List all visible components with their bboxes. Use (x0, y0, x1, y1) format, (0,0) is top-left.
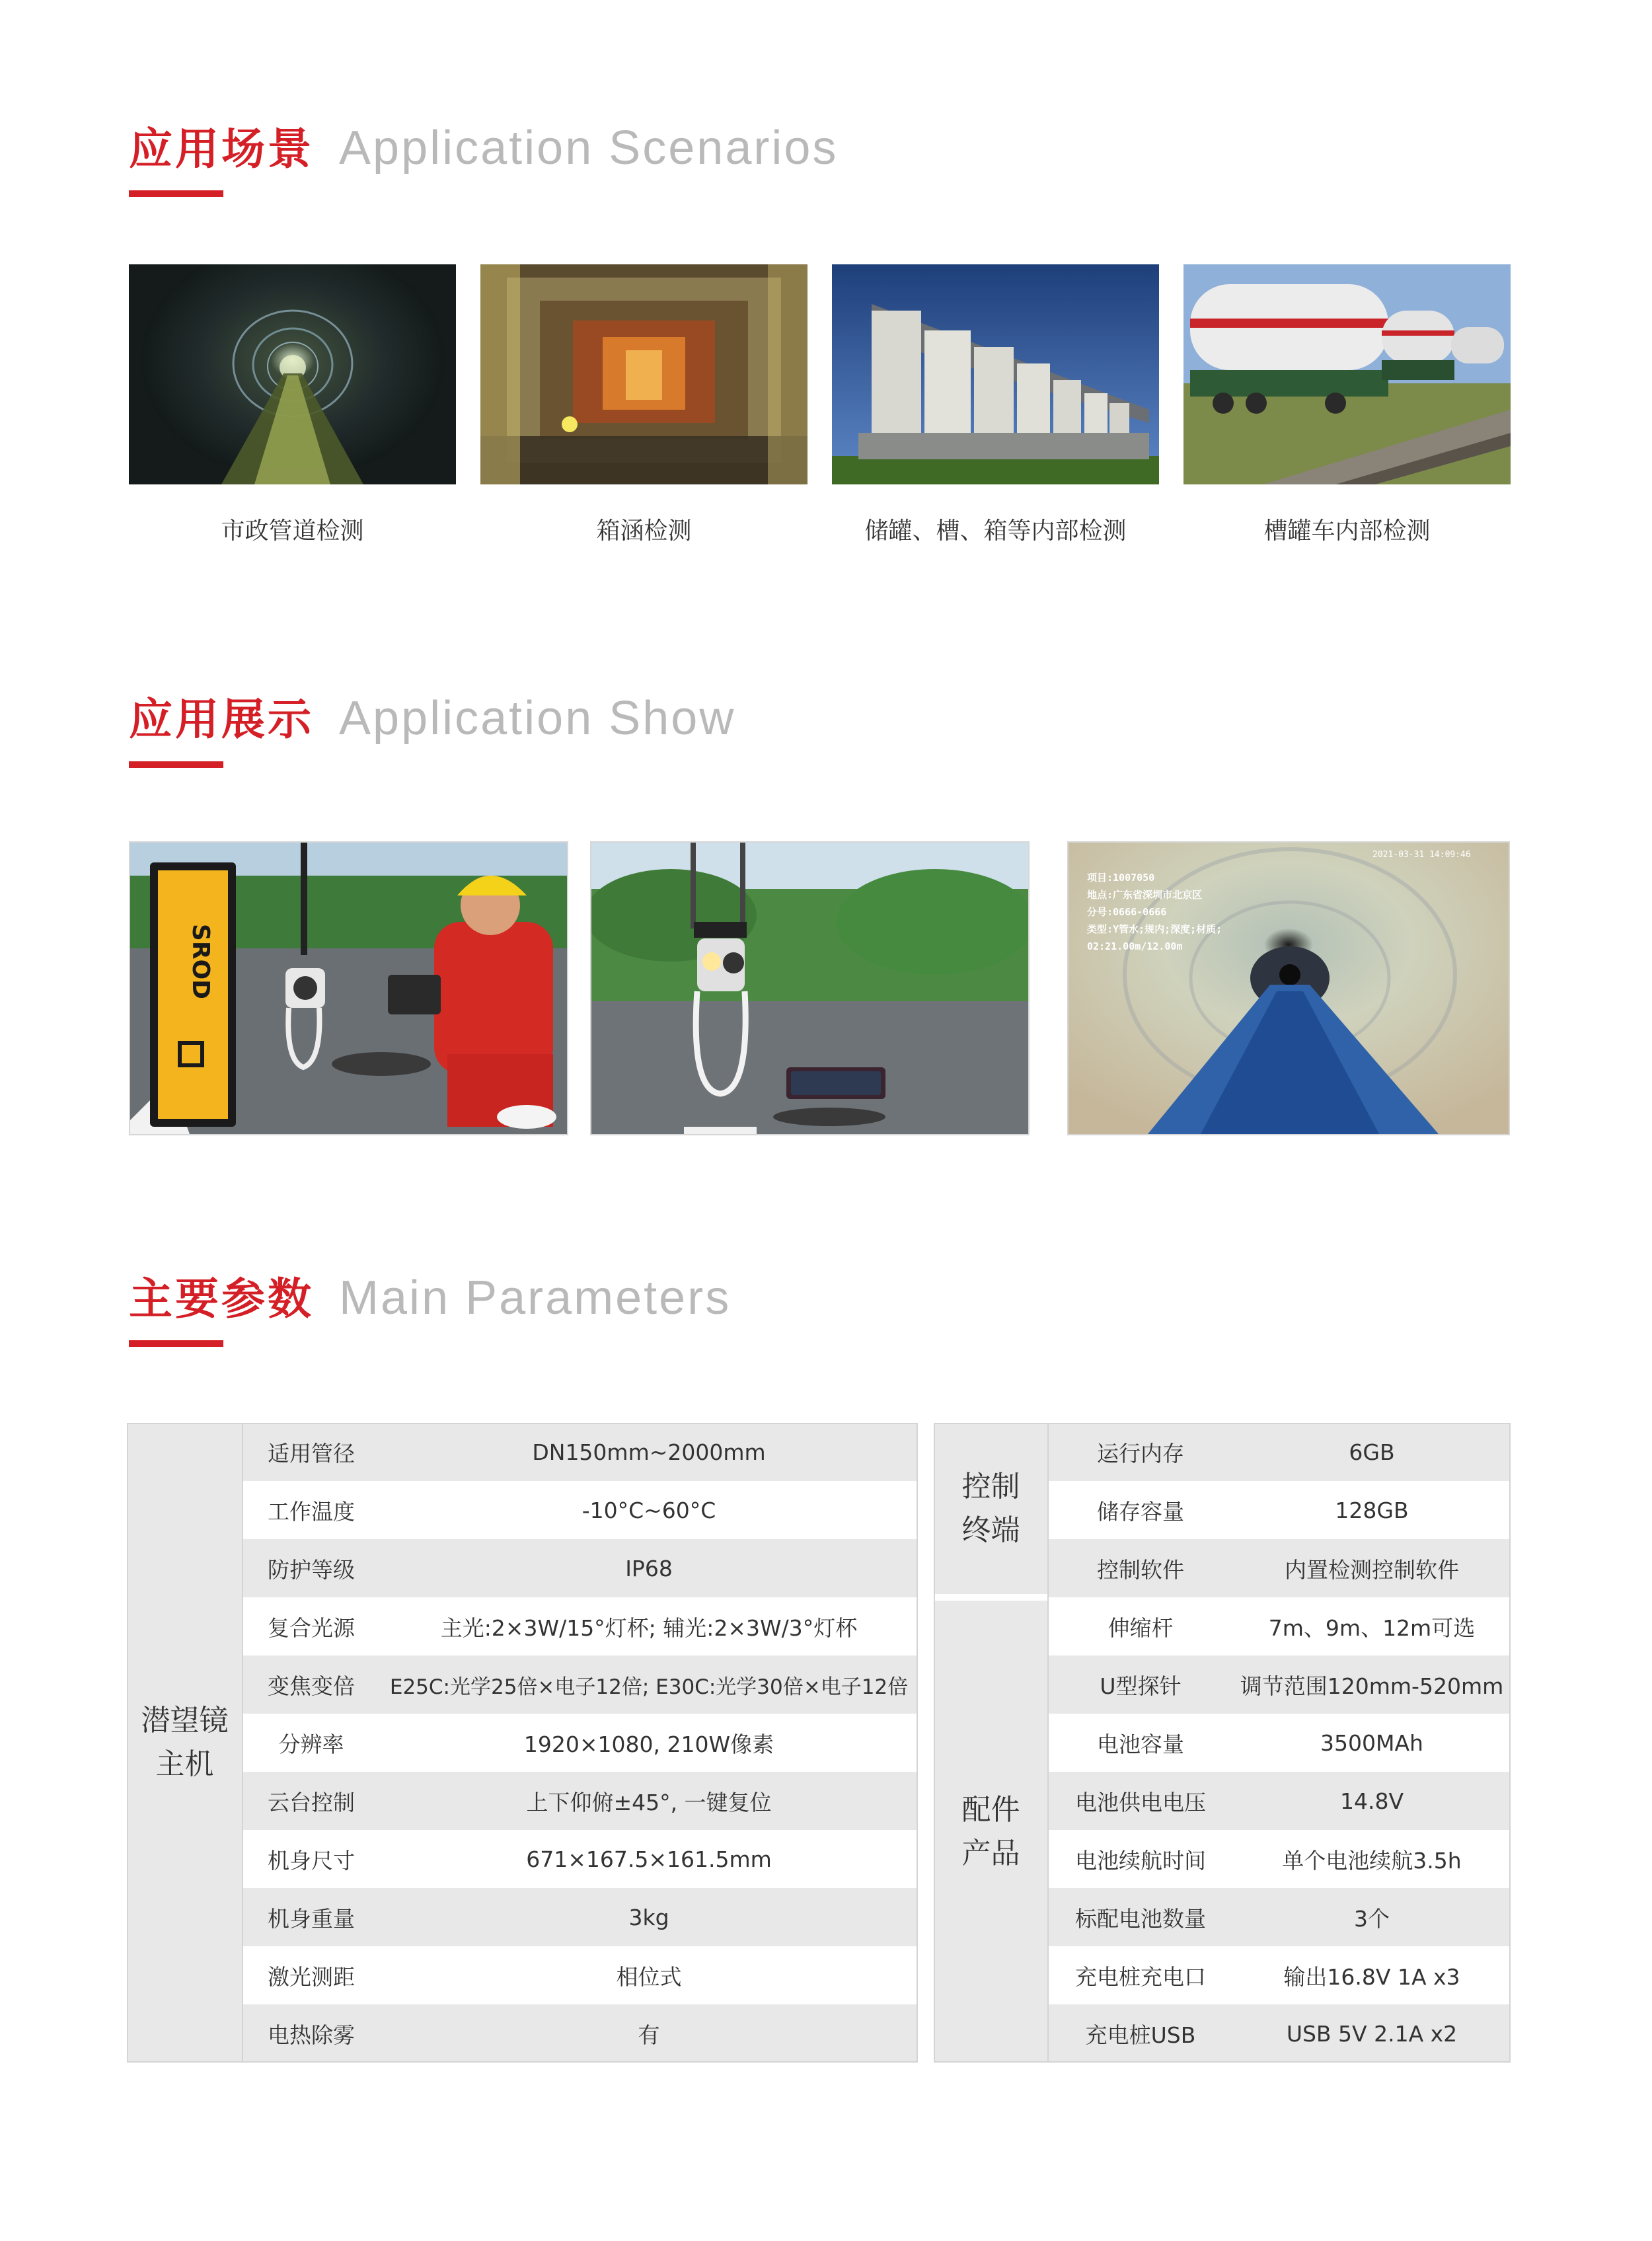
param-value: 671×167.5×161.5mm (380, 1830, 918, 1888)
param-key: 标配电池数量 (1048, 1888, 1233, 1946)
photo-box-culvert (480, 264, 807, 484)
param-value: 单个电池续航3.5h (1233, 1830, 1511, 1888)
tank-car-illustration (1183, 264, 1511, 484)
screen-line: 地点:广东省深圳市北京区 (1087, 889, 1203, 901)
param-value: 3500MAh (1233, 1714, 1511, 1772)
group-label-control-terminal (934, 1423, 1048, 1597)
param-key: 电热除雾 (243, 2004, 380, 2063)
section-underline (129, 1340, 223, 1347)
param-key: 适用管径 (243, 1423, 380, 1481)
section-title-show (129, 684, 735, 747)
photo-municipal-pipe (129, 264, 456, 484)
section-title-scenarios (129, 114, 838, 176)
param-key: 电池续航时间 (1048, 1830, 1233, 1888)
param-value: IP68 (380, 1539, 918, 1597)
caption-scenario-1: 市政管道检测 (221, 517, 364, 545)
group-label-main-unit (127, 1423, 243, 2063)
section-title-cn: 应用场景 (129, 124, 314, 174)
inspection-view-illustration (1069, 843, 1509, 1134)
screen-timestamp: 2021-03-31 14:09:46 (1372, 850, 1471, 860)
param-key: 运行内存 (1048, 1423, 1233, 1481)
param-value: 6GB (1233, 1423, 1511, 1481)
screen-line: 02:21.00m/12.00m (1087, 940, 1183, 952)
param-value: 有 (380, 2004, 918, 2063)
pipe-illustration (129, 264, 456, 484)
param-value: 3kg (380, 1888, 918, 1946)
param-value: 1920×1080, 210W像素 (380, 1714, 918, 1772)
section-title-cn: 主要参数 (129, 1273, 314, 1324)
param-value: 相位式 (380, 1946, 918, 2004)
params-table-terminal-accessories (934, 1423, 1511, 2063)
param-key: 机身尺寸 (243, 1830, 380, 1888)
param-value: E25C:光学25倍×电子12倍; E30C:光学30倍×电子12倍 (380, 1655, 918, 1714)
param-value: USB 5V 2.1A x2 (1233, 2004, 1511, 2063)
caption-scenario-4: 槽罐车内部检测 (1263, 517, 1431, 545)
section-title-en: Application Scenarios (339, 122, 839, 174)
param-key: 充电桩充电口 (1048, 1946, 1233, 2004)
param-key: 分辨率 (243, 1714, 380, 1772)
param-key: 激光测距 (243, 1946, 380, 2004)
group-label-text: 潜望镜 主机 (141, 1704, 229, 1781)
caption-scenario-3: 储罐、槽、箱等内部检测 (864, 517, 1127, 545)
param-value: 内置检测控制软件 (1233, 1539, 1511, 1597)
param-key: 工作温度 (243, 1481, 380, 1539)
culvert-illustration (480, 264, 807, 484)
param-value: 输出16.8V 1A x3 (1233, 1946, 1511, 2004)
table-divider (1047, 1423, 1049, 2063)
caption-scenario-2: 箱涵检测 (596, 517, 692, 545)
param-key: 防护等级 (243, 1539, 380, 1597)
param-key: 复合光源 (243, 1597, 380, 1655)
section-title-params (129, 1264, 731, 1326)
screen-line: 类型:Y管水;规内;深度;材质; (1087, 923, 1222, 935)
param-value: 128GB (1233, 1481, 1511, 1539)
param-key: U型探针 (1048, 1655, 1233, 1714)
device-illustration (591, 843, 1028, 1134)
param-key: 电池供电电压 (1048, 1772, 1233, 1830)
screen-line: 分号:0666-0666 (1087, 906, 1167, 918)
case-brand-text: SROD (187, 923, 214, 1000)
group-label-accessories (934, 1597, 1048, 2063)
param-value: 3个 (1233, 1888, 1511, 1946)
table-divider (242, 1423, 243, 2063)
param-value: DN150mm~2000mm (380, 1423, 918, 1481)
param-value: 7m、9m、12m可选 (1233, 1597, 1511, 1655)
param-key: 伸缩杆 (1048, 1597, 1233, 1655)
screen-line: 项目:1007050 (1087, 872, 1155, 884)
param-key: 变焦变倍 (243, 1655, 380, 1714)
params-table-main-unit (127, 1423, 918, 2063)
worker-illustration (130, 843, 567, 1134)
photo-tank-wagons (1183, 264, 1511, 484)
photo-storage-tanks (832, 264, 1159, 484)
param-key: 充电桩USB (1048, 2004, 1233, 2063)
param-value: 调节范围120mm-520mm (1233, 1655, 1511, 1714)
param-key: 机身重量 (243, 1888, 380, 1946)
param-value: 上下仰俯±45°, 一键复位 (380, 1772, 918, 1830)
group-label-text: 控制 终端 (961, 1469, 1020, 1547)
photo-inspection-view (1067, 841, 1510, 1135)
group-label-text: 配件 产品 (961, 1792, 1020, 1870)
photo-device-tablet (590, 841, 1030, 1135)
param-key: 控制软件 (1048, 1539, 1233, 1597)
section-title-en: Main Parameters (339, 1272, 732, 1324)
section-title-en: Application Show (339, 692, 736, 745)
silos-illustration (832, 264, 1159, 484)
param-key: 云台控制 (243, 1772, 380, 1830)
section-title-cn: 应用展示 (129, 694, 314, 745)
param-value: 主光:2×3W/15°灯杯; 辅光:2×3W/3°灯杯 (380, 1597, 918, 1655)
section-underline (129, 190, 223, 197)
param-key: 储存容量 (1048, 1481, 1233, 1539)
section-underline (129, 761, 223, 768)
photo-worker-inspection (129, 841, 568, 1135)
param-value: -10°C~60°C (380, 1481, 918, 1539)
param-key: 电池容量 (1048, 1714, 1233, 1772)
param-value: 14.8V (1233, 1772, 1511, 1830)
